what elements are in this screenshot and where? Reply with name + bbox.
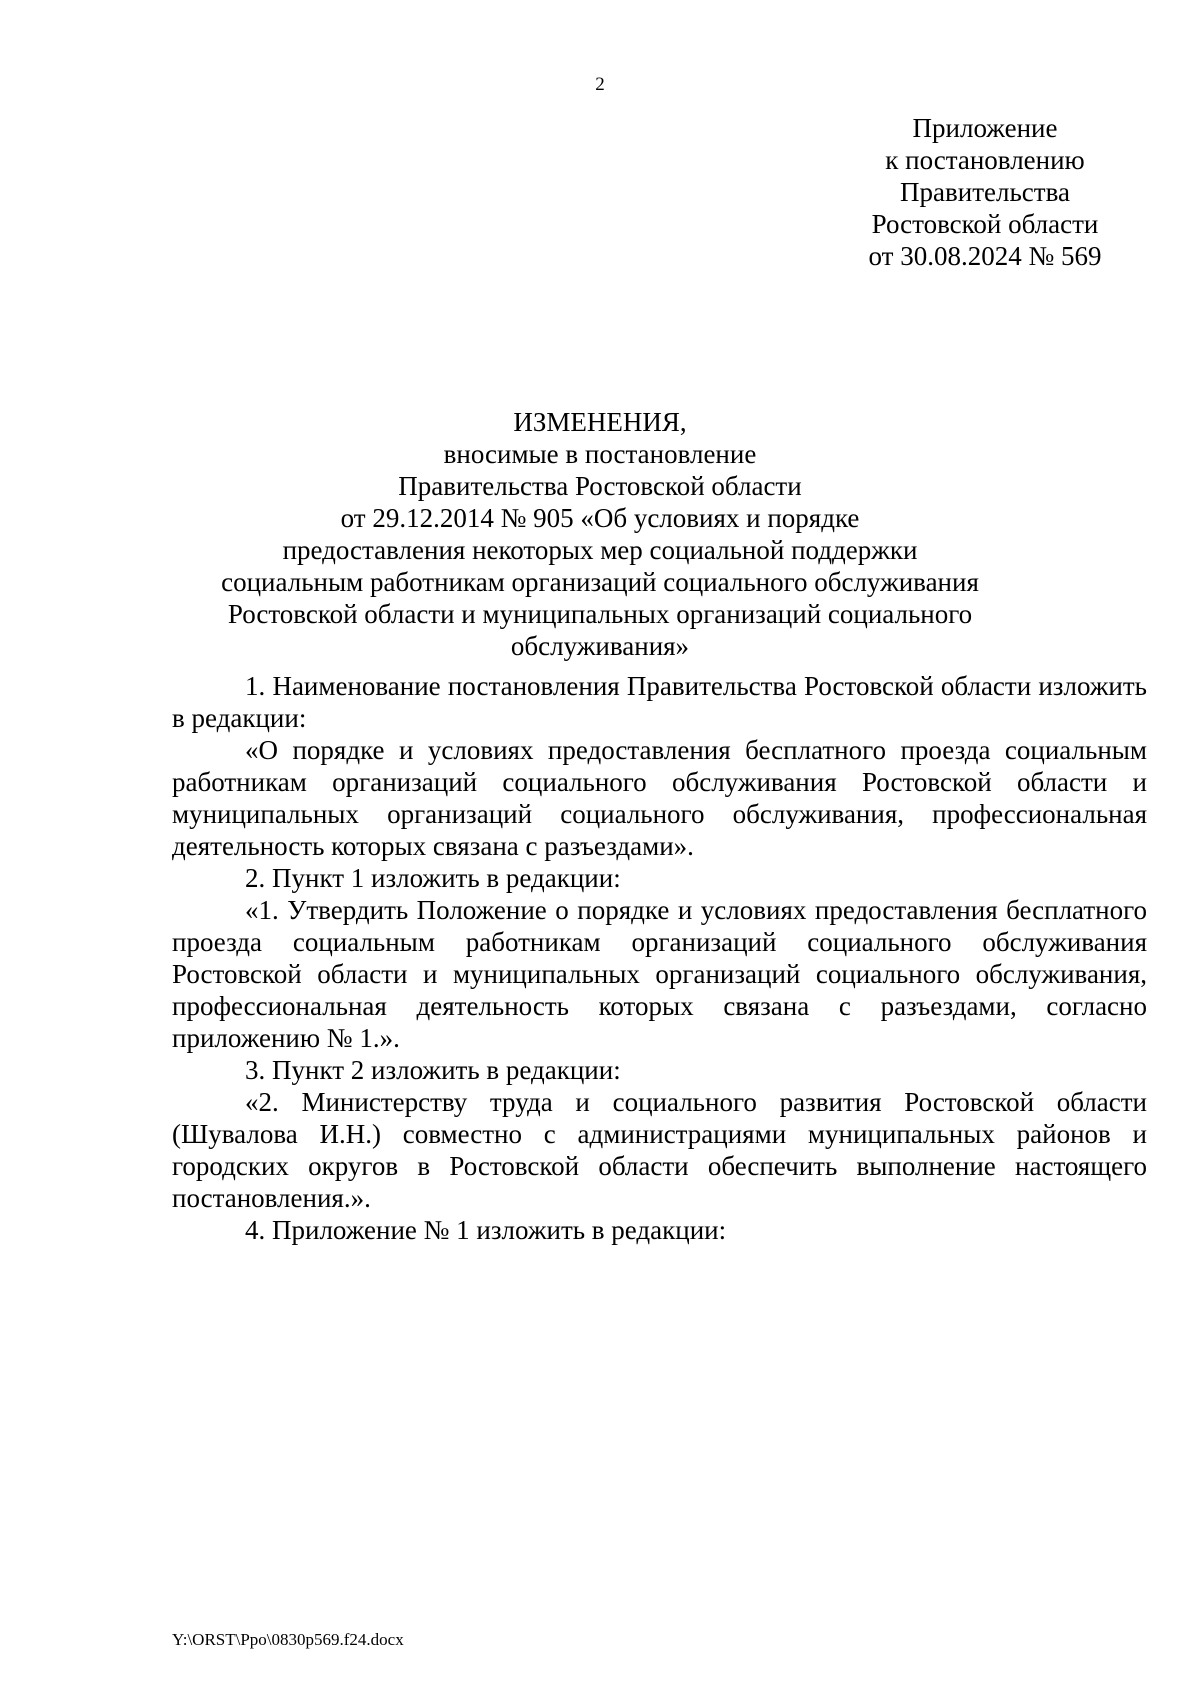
title-line: социальным работникам организаций социального обслуживания bbox=[221, 567, 979, 597]
appendix-line: Приложение bbox=[912, 113, 1058, 143]
body-paragraph: 3. Пункт 2 изложить в редакции: bbox=[245, 1055, 621, 1085]
document-title bbox=[150, 406, 1050, 662]
appendix-block bbox=[820, 112, 1150, 272]
appendix-line: от 30.08.2024 № 569 bbox=[868, 241, 1102, 271]
appendix-line: Правительства bbox=[900, 177, 1070, 207]
title-line: вносимые в постановление bbox=[443, 439, 757, 469]
body-paragraph: «1. Утвердить Положение о порядке и условиях предоставления бесплатного проезда социальным работникам организаций социального обслуживания Ростовской области и муниципальных организаций социального обслуживания, профессиональная деятельность которых связана с разъездами, согласно приложению № 1.». bbox=[172, 895, 1147, 1053]
title-line: Правительства Ростовской области bbox=[398, 471, 802, 501]
footer-file-path: Y:\ORST\Ppo\0830p569.f24.docx bbox=[172, 1630, 404, 1649]
body-paragraph: 4. Приложение № 1 изложить в редакции: bbox=[245, 1215, 727, 1245]
body-paragraph: «О порядке и условиях предоставления бесплатного проезда социальным работникам организаций социального обслуживания Ростовской области и муниципальных организаций социального обслуживания, профессиональная деятельность которых связана с разъездами». bbox=[172, 735, 1147, 861]
body-paragraph: «2. Министерству труда и социального развития Ростовской области (Шувалова И.Н.) совместно с администрациями муниципальных районов и городских округов в Ростовской области обеспечить выполнение настоящего постановления.». bbox=[172, 1087, 1147, 1213]
body-paragraph: 1. Наименование постановления Правительства Ростовской области изложить в редакции: bbox=[172, 671, 1147, 733]
title-line: от 29.12.2014 № 905 «Об условиях и порядке bbox=[340, 503, 860, 533]
document-body bbox=[172, 670, 1147, 1246]
body-paragraph: 2. Пункт 1 изложить в редакции: bbox=[245, 863, 621, 893]
page-number: 2 bbox=[595, 74, 605, 95]
title-line: предоставления некоторых мер социальной поддержки bbox=[282, 535, 918, 565]
appendix-line: Ростовской области bbox=[871, 209, 1099, 239]
appendix-line: к постановлению bbox=[885, 145, 1085, 175]
title-line: Ростовской области и муниципальных организаций социального обслуживания» bbox=[227, 599, 973, 661]
title-heading: ИЗМЕНЕНИЯ, bbox=[513, 407, 687, 437]
